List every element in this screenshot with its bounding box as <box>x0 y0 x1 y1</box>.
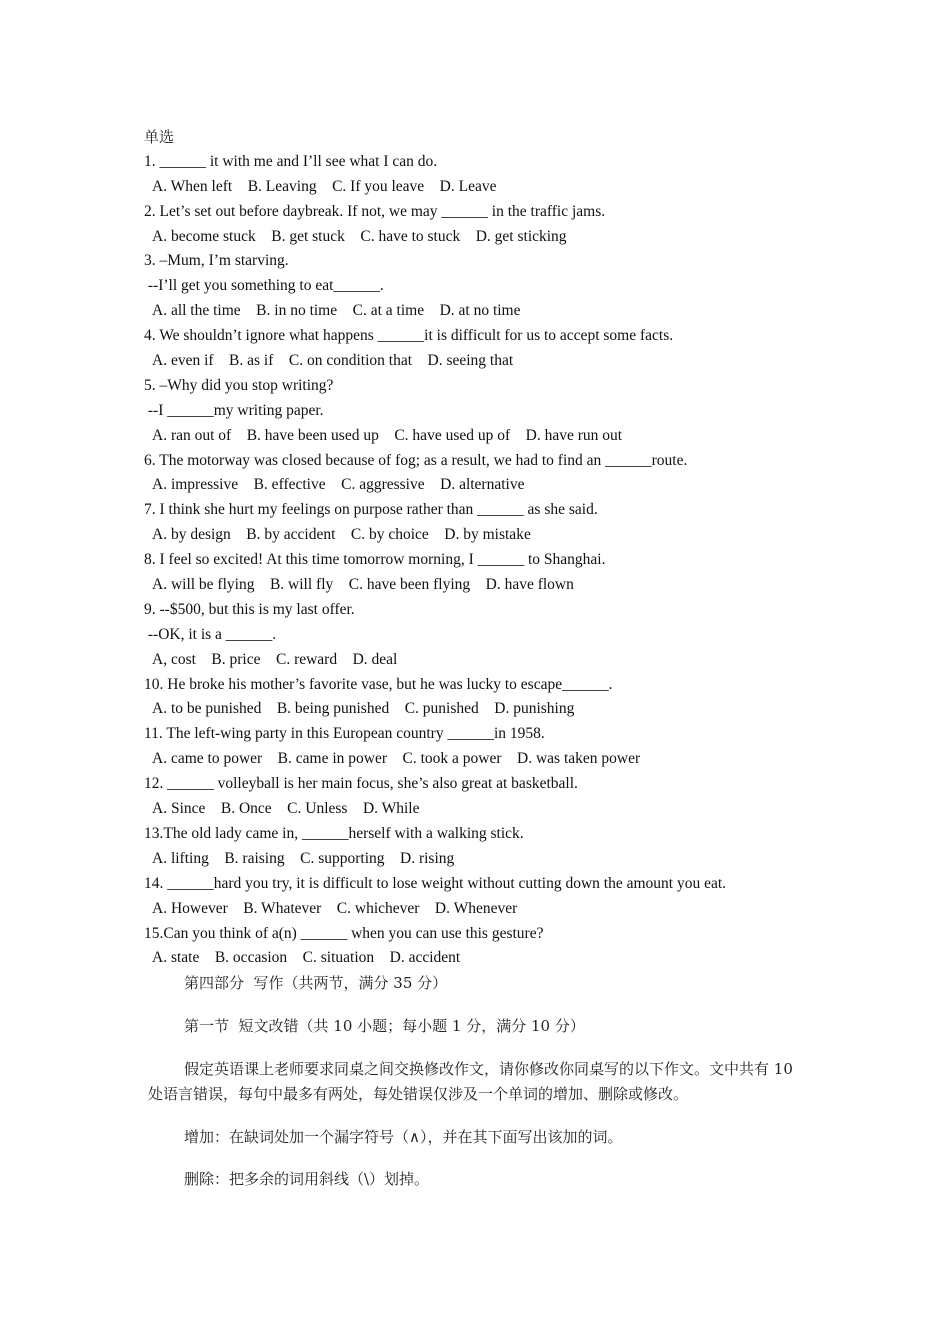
question-stem: 9. --$500, but this is my last offer. <box>144 600 355 618</box>
question-stem: 11. The left-wing party in this European country ______in 1958. <box>144 725 545 743</box>
question-options: A, cost B. price C. reward D. deal <box>152 650 398 668</box>
question-options: A. by design B. by accident C. by choice D. by mistake <box>152 526 531 544</box>
question-options: A. become stuck B. get stuck C. have to stuck D. get sticking <box>152 227 567 245</box>
question-stem: 10. He broke his mother’s favorite vase, but he was lucky to escape______. <box>144 675 613 693</box>
question-options: A. lifting B. raising C. supporting D. rising <box>152 849 455 867</box>
question-stem: 5. –Why did you stop writing? <box>144 376 334 394</box>
question-stem: 8. I feel so excited! At this time tomorrow morning, I ______ to Shanghai. <box>144 551 606 569</box>
question-stem: 15.Can you think of a(n) ______ when you can use this gesture? <box>144 924 544 942</box>
section-title: 单选 <box>144 128 175 146</box>
question-stem: 14. ______hard you try, it is difficult to lose weight without cutting down the amount you eat. <box>144 874 727 892</box>
question-options: A. all the time B. in no time C. at a time D. at no time <box>152 302 521 320</box>
question-options: A. However B. Whatever C. whichever D. Whenever <box>152 899 518 917</box>
instruction-paragraph: 假定英语课上老师要求同桌之间交换修改作文，请你修改你同桌写的以下作文。文中共有 10 处语言错误，每句中最多有两处，每处错误仅涉及一个单词的增加、删除或修改。 <box>148 1060 793 1103</box>
part4-heading: 第四部分 写作（共两节，满分 35 分） <box>184 974 448 992</box>
question-options: A. state B. occasion C. situation D. accident <box>152 949 461 967</box>
question-options: A. came to power B. came in power C. took a power D. was taken power <box>152 750 641 768</box>
add-rule: 增加：在缺词处加一个漏字符号（∧），并在其下面写出该加的词。 <box>184 1128 623 1146</box>
question-stem: 6. The motorway was closed because of fog; as a result, we had to find an ______route. <box>144 451 688 469</box>
question-options: A. When left B. Leaving C. If you leave D. Leave <box>152 177 497 195</box>
question-options: A. will be flying B. will fly C. have been flying D. have flown <box>152 576 574 594</box>
question-options: A. even if B. as if C. on condition that D. seeing that <box>152 352 514 370</box>
question-options: A. ran out of B. have been used up C. have used up of D. have run out <box>152 426 623 444</box>
question-options: A. Since B. Once C. Unless D. While <box>152 800 420 818</box>
question-stem: 12. ______ volleyball is her main focus, she’s also great at basketball. <box>144 775 578 793</box>
question-stem: 1. ______ it with me and I’ll see what I can do. <box>144 152 438 170</box>
question-stem: 13.The old lady came in, ______herself with a walking stick. <box>144 824 524 842</box>
question-stem: --I’ll get you something to eat______. <box>144 277 384 295</box>
section1-heading: 第一节 短文改错（共 10 小题；每小题 1 分，满分 10 分） <box>184 1017 585 1035</box>
question-stem: --I ______my writing paper. <box>144 401 324 419</box>
question-stem: 7. I think she hurt my feelings on purpose rather than ______ as she said. <box>144 501 598 519</box>
question-options: A. to be punished B. being punished C. punished D. punishing <box>152 700 575 718</box>
delete-rule: 删除：把多余的词用斜线（\）划掉。 <box>184 1170 430 1188</box>
question-stem: 4. We shouldn’t ignore what happens ______it is difficult for us to accept some facts. <box>144 327 674 345</box>
question-stem: 2. Let’s set out before daybreak. If not, we may ______ in the traffic jams. <box>144 202 606 220</box>
question-stem: 3. –Mum, I’m starving. <box>144 252 289 270</box>
question-options: A. impressive B. effective C. aggressive D. alternative <box>152 476 525 494</box>
question-stem: --OK, it is a ______. <box>144 625 277 643</box>
question-list <box>144 125 824 971</box>
